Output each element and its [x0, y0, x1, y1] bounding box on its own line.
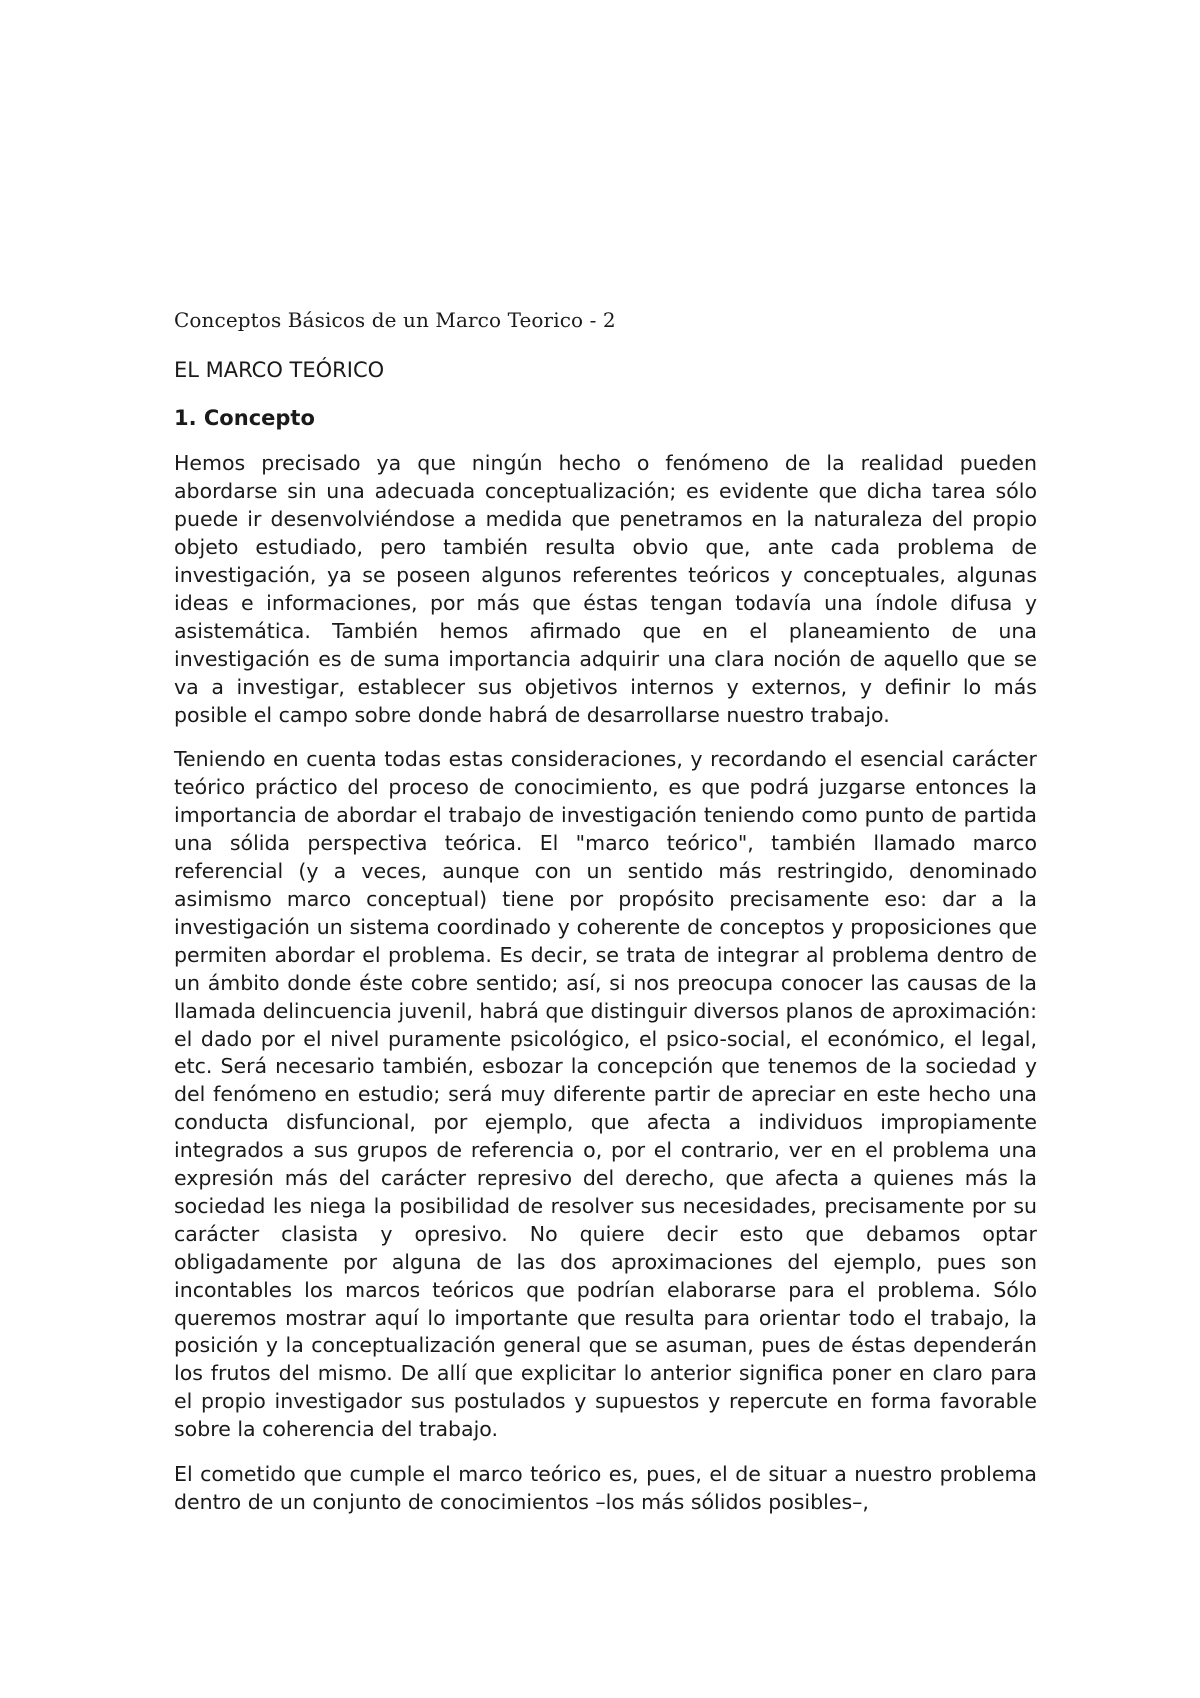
paragraph: Hemos precisado ya que ningún hecho o fenómeno de la realidad pueden abordarse sin una adecuada conceptualización; es evidente que dicha tarea sólo puede ir desenvolviéndose a medida que penetramos en la naturaleza del propio objeto estudiado, pero también resulta obvio que, ante cada problema de investigación, ya se poseen algunos referentes teóricos y conceptuales, algunas ideas e informaciones, por más que éstas tengan todavía una índole difusa y asistemática. También hemos afirmado que en el planeamiento de una investigación es de suma importancia adquirir una clara noción de aquello que se va a investigar, establecer sus objetivos internos y externos, y definir lo más posible el campo sobre donde habrá de desarrollarse nuestro trabajo. [174, 451, 1037, 727]
document-body [174, 308, 1037, 1534]
section-heading: EL MARCO TEÓRICO [174, 358, 385, 382]
document-title: Conceptos Básicos de un Marco Teorico - 2 [174, 308, 616, 332]
paragraph: El cometido que cumple el marco teórico es, pues, el de situar a nuestro problema dentro de un conjunto de conocimientos –los más sólidos posibles–, [174, 1462, 1037, 1514]
subsection-heading: 1. Concepto [174, 406, 315, 431]
paragraph: Teniendo en cuenta todas estas consideraciones, y recordando el esencial carácter teórico práctico del proceso de conocimiento, es que podrá juzgarse entonces la importancia de abordar el trabajo de investigación teniendo como punto de partida una sólida perspectiva teórica. El "marco teórico", también llamado marco referencial (y a veces, aunque con un sentido más restringido, denominado asimismo marco conceptual) tiene por propósito precisamente eso: dar a la investigación un sistema coordinado y coherente de conceptos y proposiciones que permiten abordar el problema. Es decir, se trata de integrar al problema dentro de un ámbito donde éste cobre sentido; así, si nos preocupa conocer las causas de la llamada delincuencia juvenil, habrá que distinguir diversos planos de aproximación: el dado por el nivel puramente psicológico, el psico-social, el económico, el legal, etc. Será necesario también, esbozar la concepción que tenemos de la sociedad y del fenómeno en estudio; será muy diferente partir de apreciar en este hecho una conducta disfuncional, por ejemplo, que afecta a individuos impropiamente integrados a sus grupos de referencia o, por el contrario, ver en el problema una expresión más del carácter represivo del derecho, que afecta a quienes más la sociedad les niega la posibilidad de resolver sus necesidades, precisamente por su carácter clasista y opresivo. No quiere decir esto que debamos optar obligadamente por alguna de las dos aproximaciones del ejemplo, pues son incontables los marcos teóricos que podrían elaborarse para el problema. Sólo queremos mostrar aquí lo importante que resulta para orientar todo el trabajo, la posición y la conceptualización general que se asuman, pues de éstas dependerán los frutos del mismo. De allí que explicitar lo anterior significa poner en claro para el propio investigador sus postulados y supuestos y repercute en forma favorable sobre la coherencia del trabajo. [174, 747, 1037, 1442]
